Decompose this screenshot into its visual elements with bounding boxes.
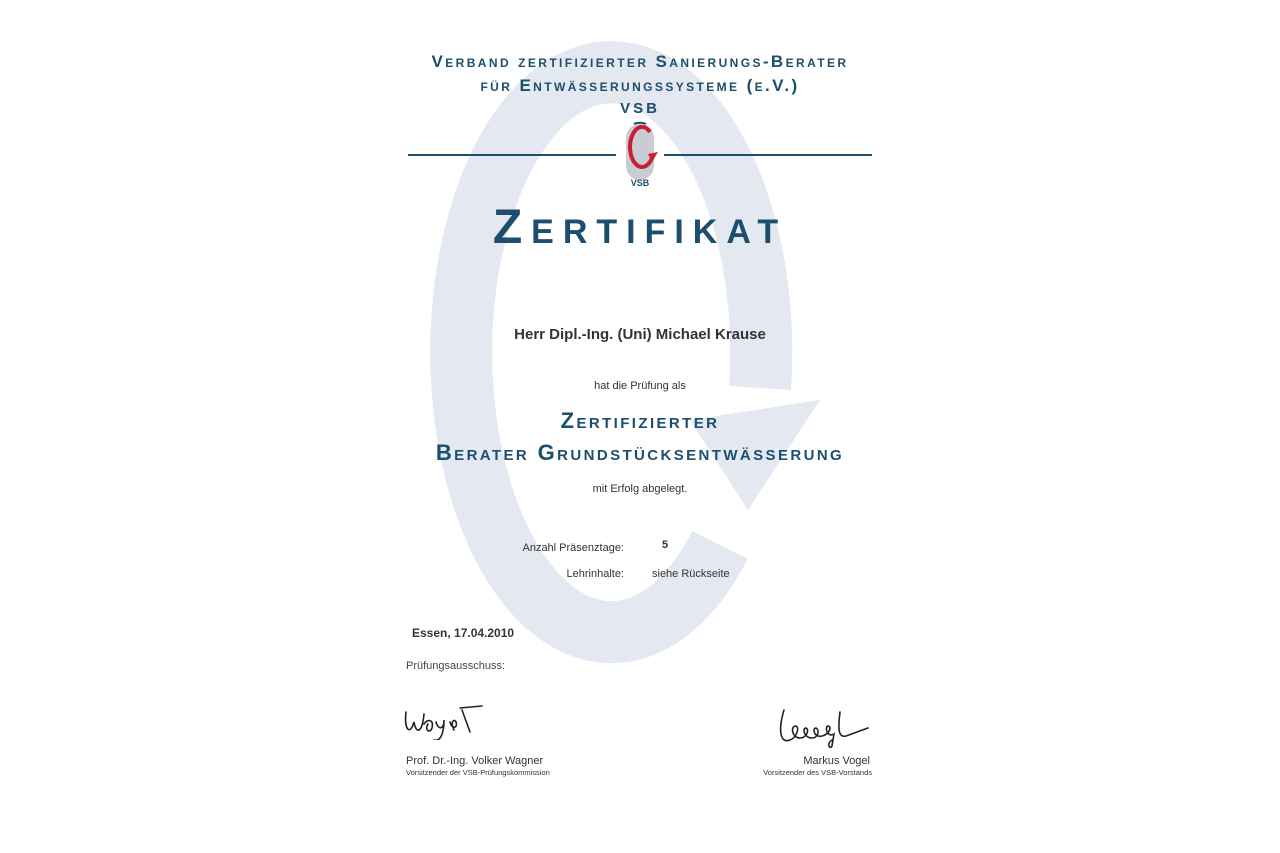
certificate-title: Zertifikat	[492, 201, 788, 254]
outro-text: mit Erfolg abgelegt.	[592, 483, 688, 495]
signature-wagner	[400, 700, 500, 740]
right-signer-name: Markus Vogel	[803, 755, 870, 767]
left-signer-name: Prof. Dr.-Ing. Volker Wagner	[406, 755, 544, 767]
association-abbreviation: VSB	[620, 100, 660, 117]
association-name-line1: Verband zertifizierter Sanierungs-Berater	[431, 52, 849, 71]
header-rule-left	[408, 154, 616, 156]
place-and-date: Essen, 17.04.2010	[412, 626, 515, 640]
vsb-logo-icon	[614, 118, 666, 190]
intro-text: hat die Prüfung als	[594, 380, 686, 392]
committee-label: Prüfungsausschuss:	[406, 660, 506, 672]
header-rule-right	[664, 154, 872, 156]
signature-vogel	[776, 704, 876, 750]
qualification-line1: Zertifizierter	[560, 408, 720, 433]
course-content-label: Lehrinhalte:	[566, 568, 624, 580]
qualification-line2: Berater Grundstücksentwässerung	[435, 440, 845, 465]
attendance-days-label: Anzahl Präsenztage:	[522, 542, 624, 554]
attendance-days-value: 5	[662, 539, 669, 551]
left-signer-role: Vorsitzender der VSB-Prüfungskommission	[406, 768, 550, 777]
association-name-line2: für Entwässerungssysteme (e.V.)	[480, 76, 800, 95]
recipient-name: Herr Dipl.-Ing. (Uni) Michael Krause	[514, 326, 766, 343]
right-signer-role: Vorsitzender des VSB-Vorstands	[763, 768, 872, 777]
logo-text: VSB	[630, 178, 650, 188]
course-content-value: siehe Rückseite	[652, 568, 730, 580]
